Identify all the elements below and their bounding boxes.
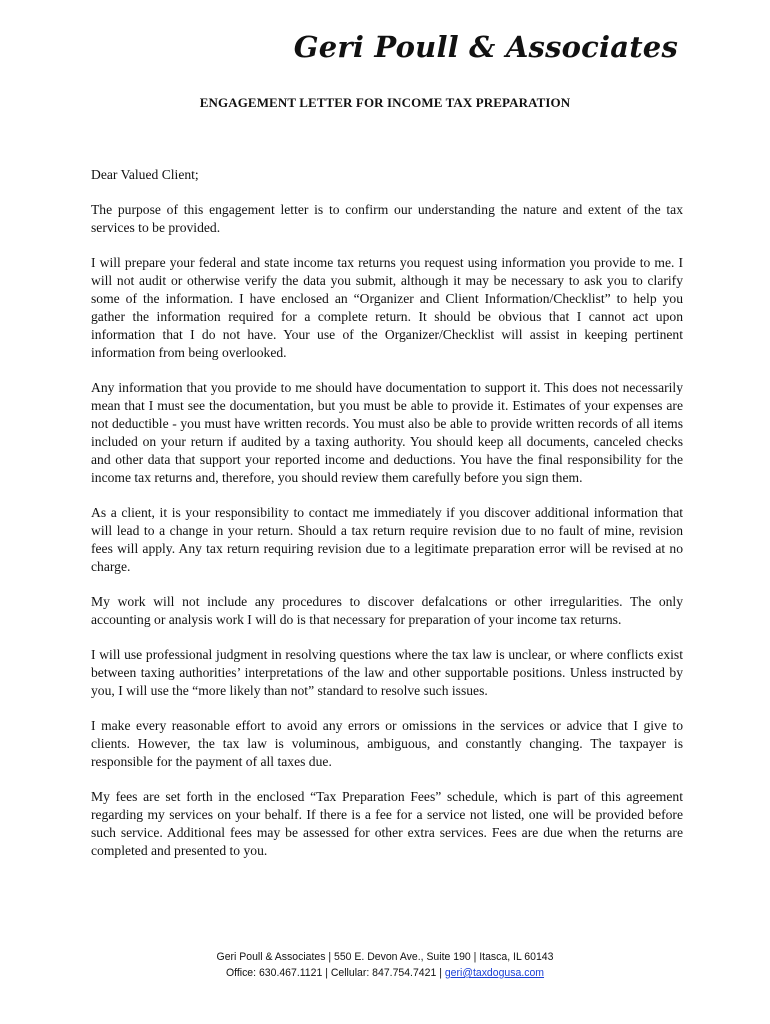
paragraph-fees: My fees are set forth in the enclosed “Tax Preparation Fees” schedule, which is part of this agreement regarding my services on your behalf. If there is a fee for a service not listed, one will be provided before such service. Additional fees may be assessed for other extra services. Fees are due when the returns are completed and presented to you. xyxy=(91,789,683,858)
footer-address: Geri Poull & Associates | 550 E. Devon Ave., Suite 190 | Itasca, IL 60143 xyxy=(216,951,554,963)
paragraph-scope: My work will not include any procedures to discover defalcations or other irregularities. The only accounting or analysis work I will do is that necessary for preparation of your income tax returns. xyxy=(91,594,683,627)
brand-name: Geri Poull & Associates xyxy=(293,30,678,64)
paragraph-purpose: The purpose of this engagement letter is to confirm our understanding the nature and extent of the tax services to be provided. xyxy=(91,202,683,235)
footer-contact xyxy=(31,965,739,981)
paragraph-errors: I make every reasonable effort to avoid any errors or omissions in the services or advice that I give to clients. However, the tax law is voluminous, ambiguous, and constantly changing. The taxpayer is responsible for the payment of all taxes due. xyxy=(91,718,683,769)
paragraph-judgment: I will use professional judgment in resolving questions where the tax law is unclear, or where conflicts exist between taxing authorities’ interpretations of the law and other supportable positions. Unless instructed by you, I will use the “more likely than not” standard to resolve such issues. xyxy=(91,647,683,698)
document-title: ENGAGEMENT LETTER FOR INCOME TAX PREPARATION xyxy=(199,95,571,110)
letter-body xyxy=(91,166,683,877)
email-link[interactable]: geri@taxdogusa.com xyxy=(444,967,545,979)
paragraph-client-responsibility: As a client, it is your responsibility to contact me immediately if you discover additional information that will lead to a change in your return. Should a tax return require revision due to no fault of mine, revision fees will apply. Any tax return requiring revision due to a legitimate preparation error will be revised at no charge. xyxy=(91,505,683,574)
footer xyxy=(31,949,739,981)
paragraph-preparation: I will prepare your federal and state income tax returns you request using information you provide to me. I will not audit or otherwise verify the data you submit, although it may be necessary to ask you to clarify some of the information. I have enclosed an “Organizer and Client Information/Checklist” to help you gather the information required for a complete return. It should be obvious that I cannot act upon information that I do not have. Your use of the Organizer/Checklist will assist in keeping pertinent information from being overlooked. xyxy=(91,255,683,360)
salutation: Dear Valued Client; xyxy=(91,167,199,182)
footer-phones: Office: 630.467.1121 | Cellular: 847.754.7421 | xyxy=(225,967,445,979)
paragraph-documentation: Any information that you provide to me should have documentation to support it. This does not necessarily mean that I must see the documentation, but you must be able to provide it. Estimates of your expenses are not deductible - you must have written records. You must also be able to provide written records of all items included on your return if audited by a taxing authority. You should keep all documents, canceled checks and other data that support your reported income and deductions. You have the final responsibility for the income tax returns and, therefore, you should review them carefully before you sign them. xyxy=(91,380,683,485)
